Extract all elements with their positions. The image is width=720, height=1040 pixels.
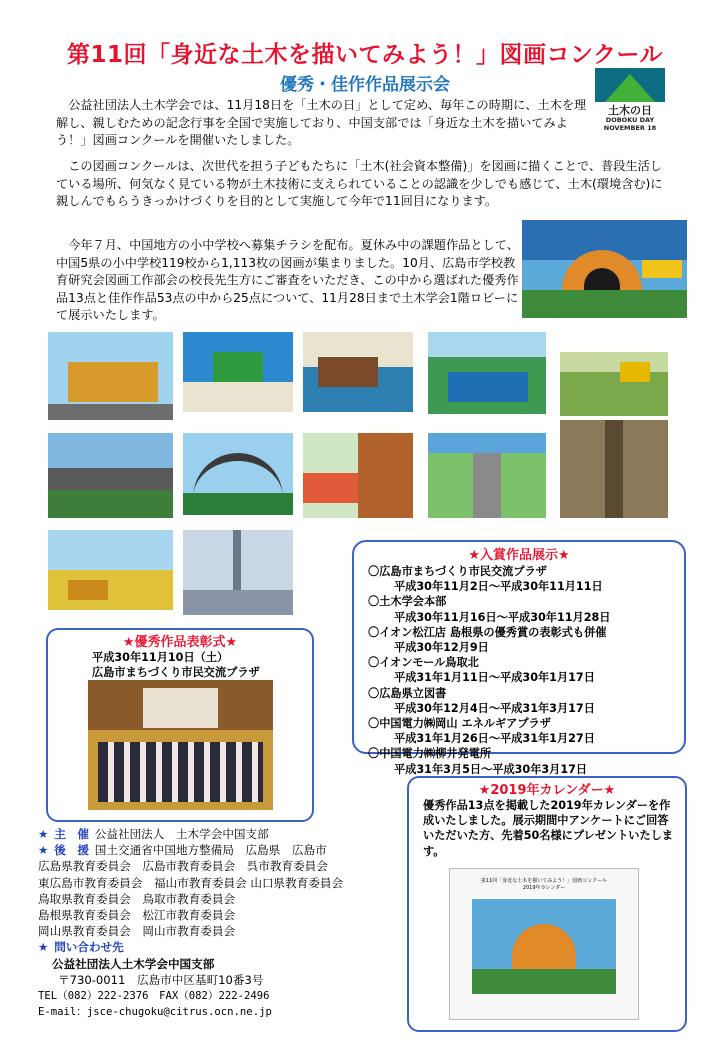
intro-paragraph-2 bbox=[56, 158, 666, 211]
calendar-thumb-sub: 2019年カレンダー bbox=[522, 885, 566, 891]
doboku-day-logo bbox=[595, 68, 665, 134]
page-title: 第11回「身近な土木を描いてみよう！」図画コンクール bbox=[66, 42, 664, 68]
drawing-4 bbox=[428, 332, 546, 414]
intro-text-3: 今年７月、中国地方の小中学校へ募集チラシを配布。夏休み中の課題作品として、中国5県の小中学校119校から1,113枚の図画が集まりました。10月、広島市学校教育研究会図画工作部会の校長先生方にご審査をいただき、この中から選ばれた優秀作品13点と佳作作品53点の中から25点について、11月28日まで土木学会1階ロビーにて展示いたします。 bbox=[56, 238, 519, 322]
host-label: 主 催 bbox=[54, 827, 89, 841]
ceremony-venue: 広島市まちづくり市民交流プラザ bbox=[92, 666, 260, 680]
ceremony-title: ★優秀作品表彰式★ bbox=[122, 635, 238, 650]
calendar-thumbnail bbox=[449, 868, 639, 1020]
exhibition-venue: 〇土木学会本部 bbox=[368, 595, 447, 609]
drawing-11 bbox=[48, 530, 173, 610]
support-line bbox=[38, 842, 408, 858]
drawing-5 bbox=[560, 352, 668, 416]
support-line-4: 鳥取県教育委員会 鳥取市教育委員会 bbox=[38, 891, 236, 906]
contact-label: 問い合わせ先 bbox=[54, 940, 124, 955]
support-label: 後 援 bbox=[54, 843, 89, 858]
drawing-8 bbox=[303, 433, 413, 518]
exhibition-panel bbox=[352, 540, 686, 776]
exhibition-venue: 〇イオン松江店 島根県の優秀賞の表彰式も併催 bbox=[368, 625, 607, 639]
calendar-title: ★2019年カレンダー★ bbox=[478, 783, 616, 798]
exhibition-venue: 〇広島県立図書 bbox=[368, 686, 447, 700]
star-icon: ★ bbox=[38, 940, 49, 955]
ceremony-photo bbox=[88, 680, 273, 810]
exhibition-date: 平成31年3月5日～平成30年3月17日 bbox=[394, 762, 588, 776]
support-line-2: 広島県教育委員会 広島市教育委員会 呉市教育委員会 bbox=[38, 859, 328, 874]
logo-english bbox=[595, 116, 665, 132]
logo-kanji: 土木の日 bbox=[608, 104, 652, 117]
exhibition-date: 平成31年1月26日～平成31年1月27日 bbox=[394, 732, 595, 746]
exhibition-date: 平成30年11月16日～平成30年11月28日 bbox=[394, 610, 611, 624]
drawing-10 bbox=[560, 420, 668, 518]
calendar-panel bbox=[407, 776, 687, 1032]
exhibition-venue: 〇中国電力㈱柳井発電所 bbox=[368, 747, 492, 761]
page-subtitle: 優秀・佳作作品展示会 bbox=[280, 75, 450, 95]
logo-line2: NOVEMBER 18 bbox=[603, 124, 657, 132]
star-icon: ★ bbox=[38, 827, 49, 841]
organizers bbox=[38, 826, 408, 1020]
intro-paragraph-3 bbox=[56, 237, 522, 325]
exhibition-title: ★入賞作品展示★ bbox=[468, 548, 570, 563]
exhibition-date: 平成30年12月9日 bbox=[394, 641, 489, 655]
logo-line1: DOBOKU DAY bbox=[605, 116, 655, 124]
support-line-3: 東広島市教育委員会 福山市教育委員会 山口県教育委員会 bbox=[38, 875, 344, 890]
ceremony-date: 平成30年11月10日（土） bbox=[92, 651, 229, 664]
drawing-9 bbox=[428, 433, 546, 518]
contact-address: 〒730-0011 広島市中区基町10番3号 bbox=[58, 972, 264, 987]
logo-mountain-icon bbox=[595, 68, 665, 102]
drawing-2 bbox=[183, 332, 293, 412]
exhibition-date: 平成30年12月4日～平成31年3月17日 bbox=[394, 701, 595, 715]
exhibition-venue: 〇イオンモール鳥取北 bbox=[368, 656, 479, 670]
host-line bbox=[38, 826, 408, 842]
support-line-1: 国土交通省中国地方整備局 広島県 広島市 bbox=[94, 843, 327, 858]
exhibition-date: 平成30年11月2日～平成30年11月11日 bbox=[394, 580, 603, 594]
intro-paragraph-1 bbox=[56, 97, 590, 150]
star-icon: ★ bbox=[38, 843, 49, 858]
support-line-5: 島根県教育委員会 松江市教育委員会 bbox=[38, 908, 236, 923]
exhibition-date: 平成31年1月11日～平成30年1月17日 bbox=[394, 671, 595, 685]
host-name: 公益社団法人 土木学会中国支部 bbox=[94, 827, 269, 841]
calendar-text: 優秀作品13点を掲載した2019年カレンダーを作成いたしました。展示期間中アンケートにご回答いただいた方、先着50名様にプレゼントいたします。 bbox=[423, 799, 674, 858]
exhibition-venue: 〇広島市まちづくり市民交流プラザ bbox=[368, 565, 547, 578]
featured-drawing bbox=[522, 220, 687, 318]
contact-line bbox=[38, 939, 408, 955]
support-line-6: 岡山県教育委員会 岡山市教育委員会 bbox=[38, 924, 236, 939]
contact-tel: TEL（082）222-2376 FAX（082）222-2496 bbox=[38, 990, 270, 1003]
contact-email[interactable]: E-mail：jsce-chugoku@citrus.ocn.ne.jp bbox=[38, 1006, 272, 1019]
calendar-thumb-title: 第11回「身近な土木を描いてみよう！」図画コンクール bbox=[480, 878, 608, 884]
intro-text-2: この図画コンクールは、次世代を担う子どもたちに「土木(社会資本整備)」を図画に描くことで、普段生活している場所、何気なく見ている物が土木技術に支えられていることの認識を少しでも感じて、土木(環境含む)に親しんでもらうきっかけづくりを目的として実施して今年で11回目になります。 bbox=[56, 159, 663, 208]
contact-name: 公益社団法人土木学会中国支部 bbox=[52, 956, 215, 971]
drawing-3 bbox=[303, 332, 413, 412]
intro-text-1: 公益社団法人土木学会では、11月18日を「土木の日」として定め、毎年この時期に、土木を理解し、親しむための記念行事を全国で実施しており、中国支部では「身近な土木を描いてみよう！」図画コンクールを開催いたしました。 bbox=[56, 98, 587, 147]
drawing-12 bbox=[183, 530, 293, 615]
ceremony-panel bbox=[46, 628, 314, 822]
drawing-6 bbox=[48, 433, 173, 518]
drawing-1 bbox=[48, 332, 173, 420]
drawing-7 bbox=[183, 433, 293, 515]
exhibition-list bbox=[354, 563, 684, 777]
exhibition-venue: 〇中国電力㈱岡山 エネルギアプラザ bbox=[368, 717, 551, 731]
